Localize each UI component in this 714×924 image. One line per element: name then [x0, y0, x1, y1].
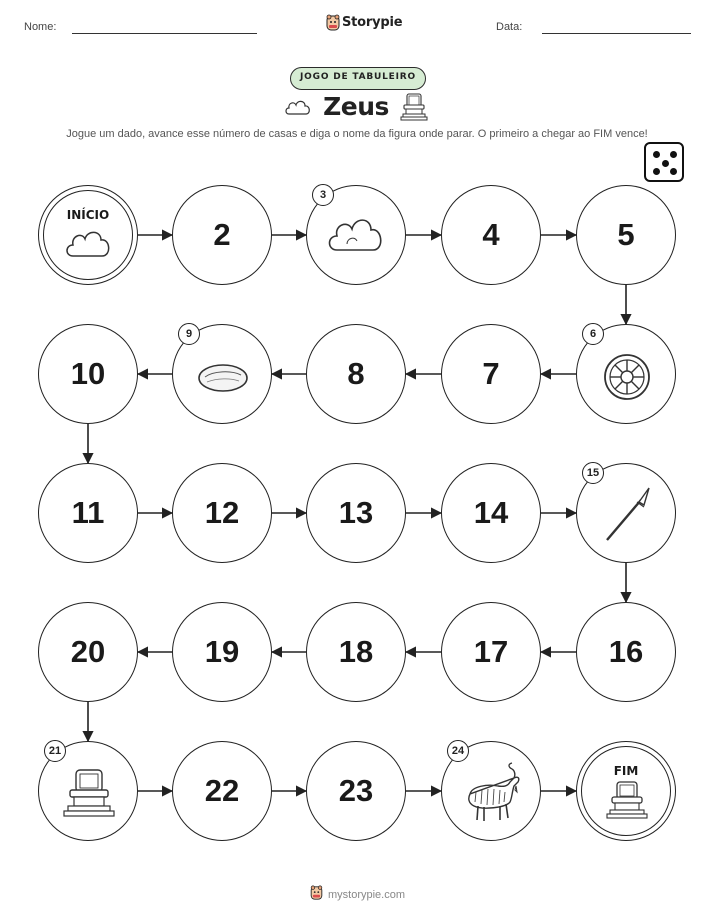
board-space[interactable] [441, 185, 541, 285]
board-space[interactable] [172, 463, 272, 563]
board-space[interactable] [576, 463, 676, 563]
board-space[interactable] [441, 463, 541, 563]
board-space[interactable] [576, 602, 676, 702]
board-space[interactable] [441, 741, 541, 841]
space-number: 19 [204, 634, 240, 669]
start-space[interactable] [38, 185, 138, 285]
board-space[interactable] [172, 602, 272, 702]
space-number: 11 [71, 495, 105, 530]
space-number: 14 [473, 495, 509, 530]
storypie-logo-icon [309, 885, 324, 901]
board-space[interactable] [38, 602, 138, 702]
space-number: 22 [204, 773, 240, 808]
space-number: 4 [482, 217, 500, 252]
space-number: 16 [608, 634, 644, 669]
board-space[interactable] [38, 741, 138, 841]
board-space[interactable] [38, 463, 138, 563]
space-number: 7 [482, 356, 500, 391]
space-number: 8 [347, 356, 365, 391]
space-number: 17 [473, 634, 509, 669]
board-space[interactable] [441, 324, 541, 424]
brand-name: Storypie [342, 15, 403, 30]
board-space[interactable] [306, 741, 406, 841]
board-space[interactable] [172, 741, 272, 841]
board-space[interactable] [576, 185, 676, 285]
board-space[interactable] [576, 324, 676, 424]
space-number: 2 [213, 217, 231, 252]
page-title: Zeus [323, 92, 389, 121]
space-number-badge: 9 [178, 323, 200, 345]
end-space[interactable] [576, 741, 676, 841]
board-space[interactable] [306, 324, 406, 424]
board-space[interactable] [306, 602, 406, 702]
board-space[interactable] [38, 324, 138, 424]
board-space[interactable] [441, 602, 541, 702]
board-space[interactable] [172, 185, 272, 285]
space-number-badge: 21 [44, 740, 66, 762]
date-label: Data: [496, 21, 523, 33]
space-number: 10 [70, 356, 106, 391]
start-label: INÍCIO [66, 208, 110, 222]
game-type-badge: JOGO DE TABULEIRO [290, 67, 426, 90]
space-number: 18 [338, 634, 374, 669]
space-number: 23 [338, 773, 374, 808]
end-label: FIM [613, 764, 639, 778]
space-number-badge: 15 [582, 462, 604, 484]
space-number-badge: 3 [312, 184, 334, 206]
board-space[interactable] [172, 324, 272, 424]
throne-icon [577, 742, 677, 842]
name-label: Nome: [24, 21, 57, 33]
space-number-badge: 6 [582, 323, 604, 345]
space-number: 20 [70, 634, 106, 669]
space-number: 5 [617, 217, 635, 252]
cloud-icon [39, 186, 139, 286]
board-space[interactable] [306, 185, 406, 285]
board-space[interactable] [306, 463, 406, 563]
space-number: 13 [338, 495, 374, 530]
space-number: 12 [204, 495, 240, 530]
instructions: Jogue um dado, avance esse número de casas e diga o nome da figura onde parar. O primeiro a chegar ao FIM vence! [66, 128, 648, 140]
space-number-badge: 24 [447, 740, 469, 762]
footer-website[interactable]: mystorypie.com [328, 889, 406, 901]
